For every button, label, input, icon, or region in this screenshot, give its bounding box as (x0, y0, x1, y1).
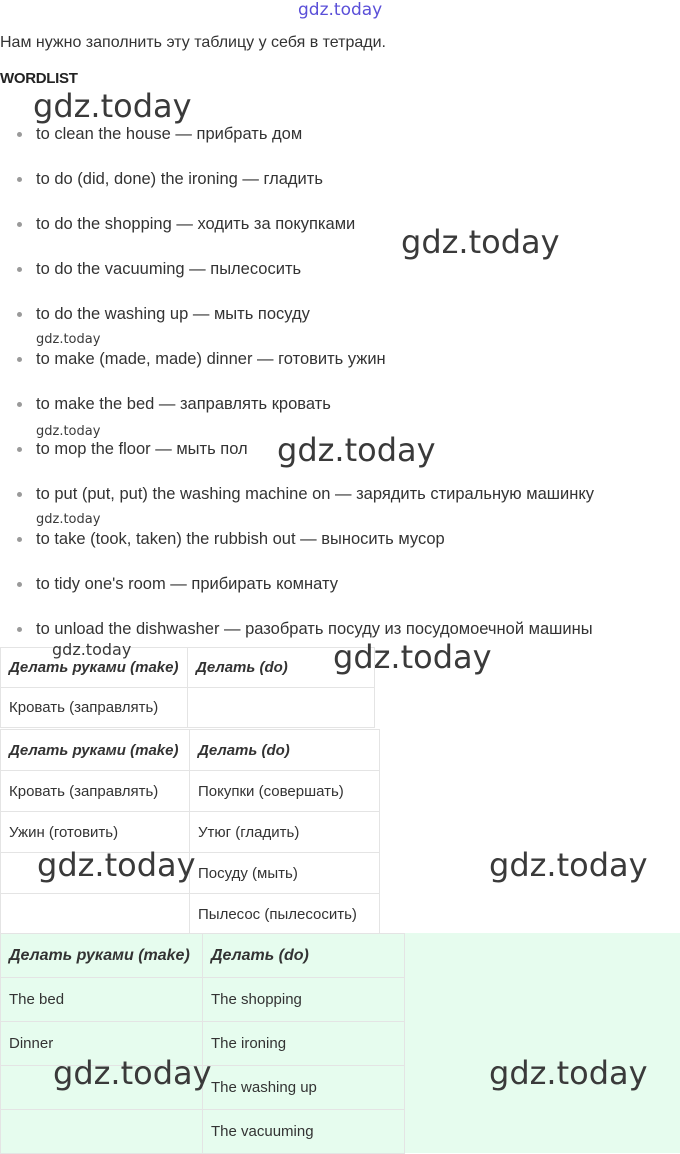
header-do: Делать (do) (203, 934, 405, 978)
watermark: gdz.today (489, 1054, 648, 1092)
table-row (1, 688, 375, 728)
table-row (1, 1110, 405, 1154)
header-make: Делать руками (make) (1, 730, 190, 771)
list-item: to clean the house — прибрать дом (0, 121, 680, 166)
watermark: gdz.today (37, 846, 196, 884)
watermark-top: gdz.today (298, 0, 383, 20)
list-item: to do the washing up — мыть посуду (0, 301, 680, 346)
table-header-row (1, 934, 405, 978)
table-cell: The vacuuming (203, 1110, 405, 1154)
intro-text: Нам нужно заполнить эту таблицу у себя в тетради. (0, 34, 386, 51)
bullet-icon (17, 132, 22, 137)
table-partial (0, 647, 375, 728)
watermark: gdz.today (52, 640, 132, 659)
bullet-icon (17, 447, 22, 452)
table-cell (1, 894, 190, 935)
watermark: gdz.today (401, 223, 560, 261)
header-do: Делать (do) (188, 648, 375, 688)
table-row (1, 894, 380, 935)
list-item: to unload the dishwasher — разобрать посуду из посудомоечной машины (0, 616, 680, 661)
watermark: gdz.today (53, 1054, 212, 1092)
watermark: gdz.today (489, 846, 648, 884)
bullet-icon (17, 402, 22, 407)
watermark: gdz.today (33, 87, 192, 125)
bullet-icon (17, 357, 22, 362)
list-item: to take (took, taken) the rubbish out — выносить мусор (0, 526, 680, 571)
table-cell: Ужин (готовить) (1, 812, 190, 853)
table-cell: The washing up (203, 1066, 405, 1110)
list-item: to mop the floor — мыть пол (0, 436, 680, 481)
list-item: to do the shopping — ходить за покупками (0, 211, 680, 256)
table-russian (0, 729, 380, 935)
bullet-icon (17, 627, 22, 632)
bullet-icon (17, 222, 22, 227)
table-answer (0, 933, 405, 1154)
bullet-icon (17, 267, 22, 272)
header-make: Делать руками (make) (1, 934, 203, 978)
bullet-icon (17, 537, 22, 542)
table-cell (188, 688, 375, 728)
table-cell: The bed (1, 978, 203, 1022)
bullet-icon (17, 582, 22, 587)
wordlist-title: WORDLIST (0, 70, 78, 87)
table-cell: Пылесос (пылесосить) (190, 894, 380, 935)
table-cell (1, 1110, 203, 1154)
table-cell: Кровать (заправлять) (1, 771, 190, 812)
bullet-icon (17, 177, 22, 182)
list-item: to put (put, put) the washing machine on — зарядить стиральную машинку (0, 481, 680, 526)
bullet-icon (17, 312, 22, 317)
watermark: gdz.today (333, 638, 492, 676)
wordlist (0, 121, 680, 661)
header-do: Делать (do) (190, 730, 380, 771)
table-row (1, 771, 380, 812)
table-cell: Утюг (гладить) (190, 812, 380, 853)
list-item: to make (made, made) dinner — готовить ужин (0, 346, 680, 391)
watermark: gdz.today (36, 512, 101, 527)
table-cell: The shopping (203, 978, 405, 1022)
header-make: Делать руками (make) (1, 648, 188, 688)
watermark: gdz.today (36, 424, 101, 439)
list-item: to tidy one's room — прибирать комнату (0, 571, 680, 616)
table-cell: Кровать (заправлять) (1, 688, 188, 728)
bullet-icon (17, 492, 22, 497)
table-cell: Посуду (мыть) (190, 853, 380, 894)
list-item: to make the bed — заправлять кровать (0, 391, 680, 436)
table-row (1, 978, 405, 1022)
table-cell: Покупки (совершать) (190, 771, 380, 812)
watermark: gdz.today (36, 332, 101, 347)
watermark: gdz.today (277, 431, 436, 469)
table-cell: The ironing (203, 1022, 405, 1066)
table-header-row (1, 730, 380, 771)
list-item: to do (did, done) the ironing — гладить (0, 166, 680, 211)
list-item: to do the vacuuming — пылесосить (0, 256, 680, 301)
table-cell: Dinner (1, 1022, 203, 1066)
